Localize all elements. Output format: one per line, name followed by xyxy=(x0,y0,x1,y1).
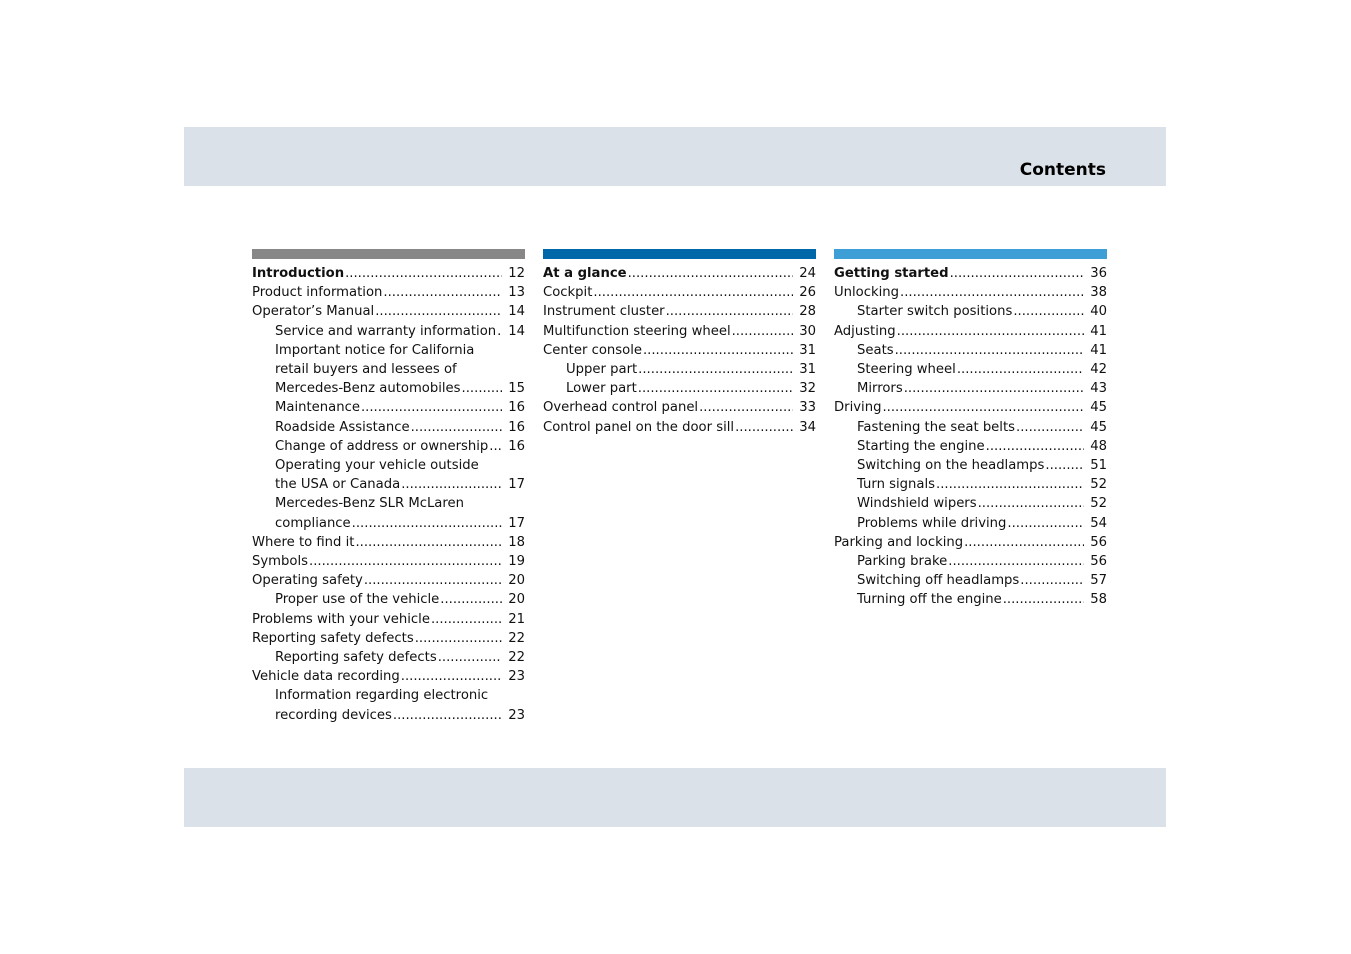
toc-page-number: 57 xyxy=(1090,573,1107,589)
toc-page-number: 33 xyxy=(799,400,816,416)
dot-leader xyxy=(900,283,1084,302)
toc-column-3 xyxy=(834,249,1107,610)
toc-entry-title: compliance xyxy=(275,515,351,531)
toc-entry[interactable] xyxy=(543,283,816,302)
toc-entry-title: Symbols xyxy=(252,554,308,570)
toc-entry[interactable] xyxy=(252,302,525,321)
section-bar xyxy=(543,249,816,259)
dot-leader xyxy=(361,398,502,417)
toc-page-number: 58 xyxy=(1090,592,1107,608)
dot-leader xyxy=(1003,590,1084,609)
toc-entry-title: Problems while driving xyxy=(857,515,1007,531)
toc-entry[interactable] xyxy=(252,494,525,532)
toc-page-number: 17 xyxy=(508,477,525,493)
toc-page-number: 26 xyxy=(799,285,816,301)
toc-page-number: 16 xyxy=(508,419,525,435)
toc-page-number: 12 xyxy=(508,266,525,281)
toc-entry-title: Turning off the engine xyxy=(857,592,1002,608)
toc-entry[interactable] xyxy=(252,456,525,494)
toc-entries xyxy=(252,264,525,725)
dot-leader xyxy=(643,341,793,360)
toc-entry[interactable] xyxy=(543,379,816,398)
dot-leader xyxy=(415,629,502,648)
toc-page-number: 42 xyxy=(1090,362,1107,378)
toc-page-number: 24 xyxy=(799,266,816,281)
dot-leader xyxy=(666,302,793,321)
toc-entry-title: Problems with your vehicle xyxy=(252,611,430,627)
dot-leader xyxy=(882,398,1084,417)
toc-entry[interactable] xyxy=(252,398,525,417)
toc-entry-title: Operator’s Manual xyxy=(252,304,375,320)
toc-page-number: 18 xyxy=(508,534,525,550)
toc-entry[interactable] xyxy=(834,418,1107,437)
toc-entry[interactable] xyxy=(252,552,525,571)
dot-leader xyxy=(964,533,1084,552)
toc-section-heading[interactable] xyxy=(543,264,816,283)
toc-entry[interactable] xyxy=(543,341,816,360)
toc-page-number: 13 xyxy=(508,285,525,301)
footer-band xyxy=(184,768,1166,827)
toc-entry[interactable] xyxy=(834,437,1107,456)
toc-entry-title: Switching on the headlamps xyxy=(857,458,1045,474)
toc-entry-title: Upper part xyxy=(566,362,638,378)
toc-column-2 xyxy=(543,249,816,437)
toc-page-number: 51 xyxy=(1090,458,1107,474)
toc-page-number: 52 xyxy=(1090,496,1107,512)
dot-leader xyxy=(431,610,502,629)
toc-entry[interactable] xyxy=(834,302,1107,321)
toc-page-number: 41 xyxy=(1090,342,1107,358)
toc-section-heading[interactable] xyxy=(834,264,1107,283)
toc-entry-title: Parking and locking xyxy=(834,534,964,550)
toc-entry-title: Control panel on the door sill xyxy=(543,419,735,435)
toc-page-number: 20 xyxy=(508,573,525,589)
toc-page-number: 36 xyxy=(1090,266,1107,281)
toc-entry[interactable] xyxy=(252,533,525,552)
dot-leader xyxy=(895,341,1084,360)
toc-page-number: 38 xyxy=(1090,285,1107,301)
toc-page-number: 45 xyxy=(1090,419,1107,435)
dot-leader xyxy=(489,437,502,456)
toc-page-number: 40 xyxy=(1090,304,1107,320)
toc-page-number: 31 xyxy=(799,342,816,358)
dot-leader xyxy=(401,475,502,494)
toc-entry-title: Reporting safety defects xyxy=(275,650,437,666)
toc-page-number: 48 xyxy=(1090,438,1107,454)
toc-entry-title: Unlocking xyxy=(834,285,900,301)
toc-page-number: 20 xyxy=(508,592,525,608)
dot-leader xyxy=(401,667,502,686)
dot-leader xyxy=(309,552,502,571)
toc-entry[interactable] xyxy=(252,437,525,456)
toc-entry[interactable] xyxy=(252,283,525,302)
toc-page-number: 23 xyxy=(508,669,525,685)
toc-entry[interactable] xyxy=(834,475,1107,494)
toc-entry[interactable] xyxy=(834,456,1107,475)
dot-leader xyxy=(1045,456,1084,475)
toc-entry-title: Center console xyxy=(543,342,642,358)
toc-entry[interactable] xyxy=(252,418,525,437)
toc-entry-title: Operating safety xyxy=(252,573,363,589)
toc-entry[interactable] xyxy=(543,418,816,437)
dot-leader xyxy=(628,264,793,283)
toc-entry-title: Introduction xyxy=(252,266,345,281)
toc-entry[interactable] xyxy=(834,379,1107,398)
toc-entry[interactable] xyxy=(834,571,1107,590)
toc-entries xyxy=(543,264,816,437)
toc-entry[interactable] xyxy=(252,590,525,609)
toc-entry-title: Starting the engine xyxy=(857,438,985,454)
dot-leader xyxy=(735,418,793,437)
toc-entry-title: Steering wheel xyxy=(857,362,956,378)
toc-entry-title: Overhead control panel xyxy=(543,400,699,416)
dot-leader xyxy=(375,302,502,321)
dot-leader xyxy=(1020,571,1084,590)
toc-page-number: 22 xyxy=(508,650,525,666)
toc-page-number: 23 xyxy=(508,707,525,723)
toc-entry-title: Maintenance xyxy=(275,400,360,416)
toc-page-number: 14 xyxy=(508,323,525,339)
dot-leader xyxy=(950,264,1084,283)
toc-page-number: 56 xyxy=(1090,534,1107,550)
dot-leader xyxy=(462,379,502,398)
toc-entry[interactable] xyxy=(252,629,525,648)
toc-entry-title: Change of address or ownership xyxy=(275,438,489,454)
toc-column-1 xyxy=(252,249,525,725)
toc-page-number: 32 xyxy=(799,381,816,397)
toc-page-number: 16 xyxy=(508,400,525,416)
dot-leader xyxy=(638,360,793,379)
toc-entry-title: Proper use of the vehicle xyxy=(275,592,440,608)
toc-entry[interactable] xyxy=(252,341,525,399)
toc-entry-title: Multifunction steering wheel xyxy=(543,323,731,339)
toc-entry-title: Turn signals xyxy=(857,477,936,493)
toc-entry[interactable] xyxy=(834,552,1107,571)
toc-entry[interactable] xyxy=(834,514,1107,533)
toc-entry[interactable] xyxy=(834,590,1107,609)
toc-entry-title: Vehicle data recording xyxy=(252,669,400,685)
toc-entry-title: Starter switch positions xyxy=(857,304,1013,320)
toc-entry-title: Parking brake xyxy=(857,554,948,570)
toc-entry[interactable] xyxy=(834,283,1107,302)
toc-entry[interactable] xyxy=(252,322,525,341)
toc-page-number: 22 xyxy=(508,630,525,646)
dot-leader xyxy=(1016,418,1084,437)
toc-entry[interactable] xyxy=(834,398,1107,417)
toc-entry-text-line: retail buyers and lessees of xyxy=(275,362,457,378)
dot-leader xyxy=(383,283,502,302)
header-band xyxy=(184,127,1166,186)
section-bar xyxy=(252,249,525,259)
dot-leader xyxy=(355,533,502,552)
toc-entry-title: Adjusting xyxy=(834,323,896,339)
toc-page-number: 19 xyxy=(508,554,525,570)
toc-page-number: 15 xyxy=(508,381,525,397)
dot-leader xyxy=(1007,514,1084,533)
toc-entry[interactable] xyxy=(252,610,525,629)
toc-page-number: 17 xyxy=(508,515,525,531)
toc-page-number: 41 xyxy=(1090,323,1107,339)
toc-entry[interactable] xyxy=(834,533,1107,552)
toc-section-heading[interactable] xyxy=(252,264,525,283)
toc-entry-title: Fastening the seat belts xyxy=(857,419,1016,435)
toc-page-number: 52 xyxy=(1090,477,1107,493)
dot-leader xyxy=(978,494,1084,513)
dot-leader xyxy=(393,706,502,725)
toc-entry[interactable] xyxy=(252,686,525,724)
toc-page-number: 16 xyxy=(508,438,525,454)
toc-entry-title: Reporting safety defects xyxy=(252,630,414,646)
toc-entry-title: Service and warranty information xyxy=(275,323,497,339)
toc-page-number: 31 xyxy=(799,362,816,378)
toc-entry-title: Roadside Assistance xyxy=(275,419,410,435)
toc-entry[interactable] xyxy=(543,398,816,417)
toc-entry-title: Instrument cluster xyxy=(543,304,665,320)
toc-page-number: 28 xyxy=(799,304,816,320)
dot-leader xyxy=(411,418,502,437)
toc-entry[interactable] xyxy=(543,322,816,341)
toc-entry-title: Mercedes-Benz automobiles xyxy=(275,381,461,397)
dot-leader xyxy=(732,322,793,341)
toc-entry-title: the USA or Canada xyxy=(275,477,401,493)
dot-leader xyxy=(440,590,502,609)
dot-leader xyxy=(593,283,793,302)
toc-page-number: 54 xyxy=(1090,515,1107,531)
toc-entry-title: Product information xyxy=(252,285,383,301)
toc-entry-title: recording devices xyxy=(275,707,392,723)
toc-entry-title: Seats xyxy=(857,342,894,358)
dot-leader xyxy=(438,648,502,667)
dot-leader xyxy=(1013,302,1084,321)
toc-entry[interactable] xyxy=(834,360,1107,379)
toc-entry[interactable] xyxy=(834,341,1107,360)
toc-entry[interactable] xyxy=(252,667,525,686)
toc-entry-title: Switching off headlamps xyxy=(857,573,1020,589)
dot-leader xyxy=(352,514,502,533)
toc-page-number: 34 xyxy=(799,419,816,435)
toc-entry-title: Cockpit xyxy=(543,285,593,301)
toc-entry[interactable] xyxy=(834,322,1107,341)
dot-leader xyxy=(986,437,1084,456)
toc-entries xyxy=(834,264,1107,610)
toc-entry-title: Where to find it xyxy=(252,534,355,550)
toc-entry-title: At a glance xyxy=(543,266,627,281)
dot-leader xyxy=(497,322,502,341)
toc-entry-title: Driving xyxy=(834,400,882,416)
toc-page-number: 30 xyxy=(799,323,816,339)
toc-entry-title: Windshield wipers xyxy=(857,496,977,512)
dot-leader xyxy=(948,552,1084,571)
dot-leader xyxy=(364,571,502,590)
toc-page-number: 43 xyxy=(1090,381,1107,397)
toc-entry-title: Mirrors xyxy=(857,381,903,397)
dot-leader xyxy=(957,360,1084,379)
toc-page-number: 14 xyxy=(508,304,525,320)
toc-entry-text-line: Mercedes-Benz SLR McLaren xyxy=(275,496,464,512)
toc-entry-title: Lower part xyxy=(566,381,637,397)
toc-page-number: 21 xyxy=(508,611,525,627)
toc-entry[interactable] xyxy=(834,494,1107,513)
toc-entry[interactable] xyxy=(543,302,816,321)
section-bar xyxy=(834,249,1107,259)
dot-leader xyxy=(904,379,1084,398)
toc-page-number: 45 xyxy=(1090,400,1107,416)
dot-leader xyxy=(936,475,1084,494)
toc-entry-text-line: Information regarding electronic xyxy=(275,688,489,704)
toc-entry[interactable] xyxy=(252,571,525,590)
dot-leader xyxy=(699,398,793,417)
dot-leader xyxy=(897,322,1084,341)
toc-page-number: 56 xyxy=(1090,554,1107,570)
page-title: Contents xyxy=(1019,160,1106,180)
toc-entry-text-line: Operating your vehicle outside xyxy=(275,458,479,474)
toc-entry-title: Getting started xyxy=(834,266,949,281)
dot-leader xyxy=(638,379,793,398)
dot-leader xyxy=(345,264,502,283)
toc-entry[interactable] xyxy=(543,360,816,379)
toc-entry[interactable] xyxy=(252,648,525,667)
toc-entry-text-line: Important notice for California xyxy=(275,342,475,358)
